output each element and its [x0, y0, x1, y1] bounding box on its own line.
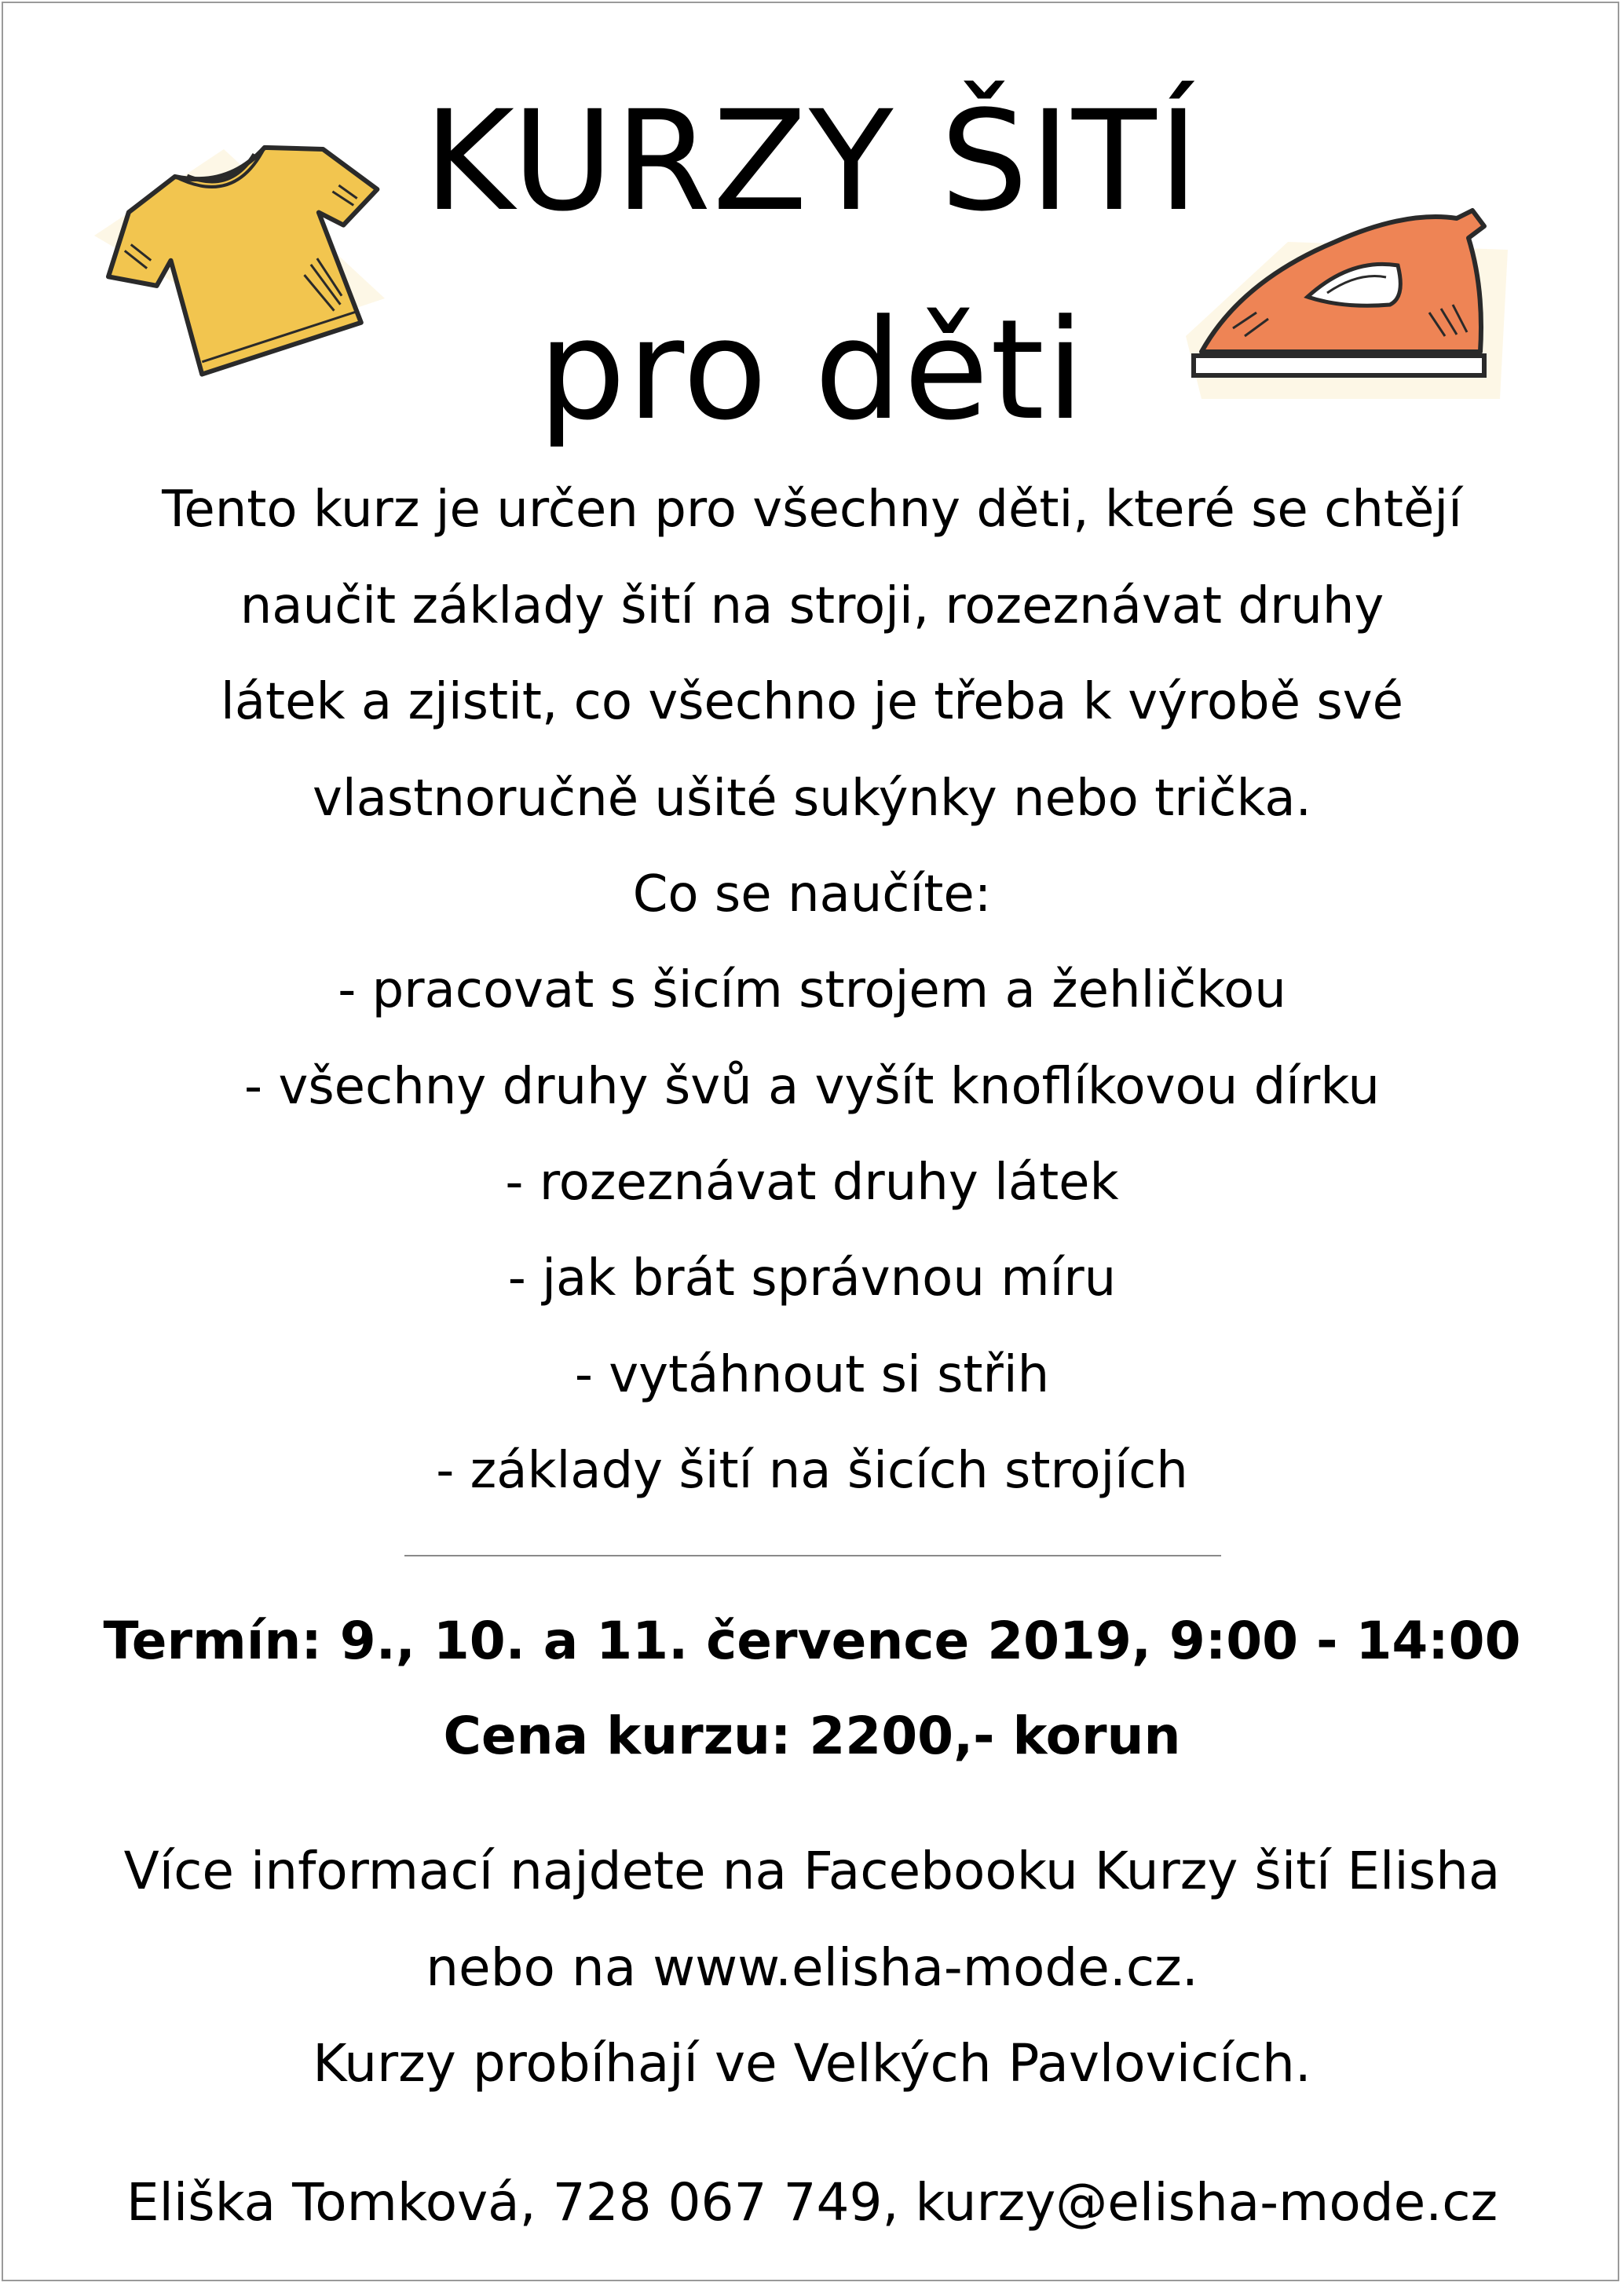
learn-item: - vytáhnout si střih	[574, 1346, 1050, 1404]
intro-line: naučit základy šití na stroji, rozeznávat druhy	[240, 577, 1384, 635]
more-info-line: Kurzy probíhají ve Velkých Pavlovicích.	[313, 2033, 1311, 2094]
intro-line: vlastnoručně ušité sukýnky nebo trička.	[313, 770, 1311, 828]
more-info-line: Více informací najdete na Facebooku Kurzy šití Elisha	[123, 1841, 1501, 1901]
page-subtitle: pro děti	[538, 290, 1086, 451]
page-title: KURZY ŠITÍ	[423, 81, 1201, 242]
learn-item: - základy šití na šicích strojích	[436, 1442, 1188, 1500]
learn-item: - rozeznávat druhy látek	[505, 1154, 1119, 1212]
learn-heading: Co se naučíte:	[632, 865, 992, 924]
learn-item: - jak brát správnou míru	[507, 1249, 1117, 1308]
contact-info: Eliška Tomková, 728 067 749, kurzy@elisha-mode.cz	[126, 2172, 1498, 2233]
t-shirt-icon	[86, 102, 416, 416]
course-term: Termín: 9., 10. a 11. července 2019, 9:00 - 14:00	[103, 1611, 1521, 1671]
learn-item: - všechny druhy švů a vyšít knoflíkovou dírku	[244, 1058, 1380, 1116]
learn-item: - pracovat s šicím strojem a žehličkou	[338, 961, 1286, 1019]
more-info-line: nebo na www.elisha-mode.cz.	[426, 1937, 1198, 1998]
divider	[404, 1555, 1221, 1556]
course-price: Cena kurzu: 2200,- korun	[443, 1706, 1181, 1766]
iron-icon	[1170, 179, 1516, 415]
intro-line: Tento kurz je určen pro všechny děti, které se chtějí	[162, 481, 1462, 539]
intro-line: látek a zjistit, co všechno je třeba k výrobě své	[221, 673, 1403, 731]
